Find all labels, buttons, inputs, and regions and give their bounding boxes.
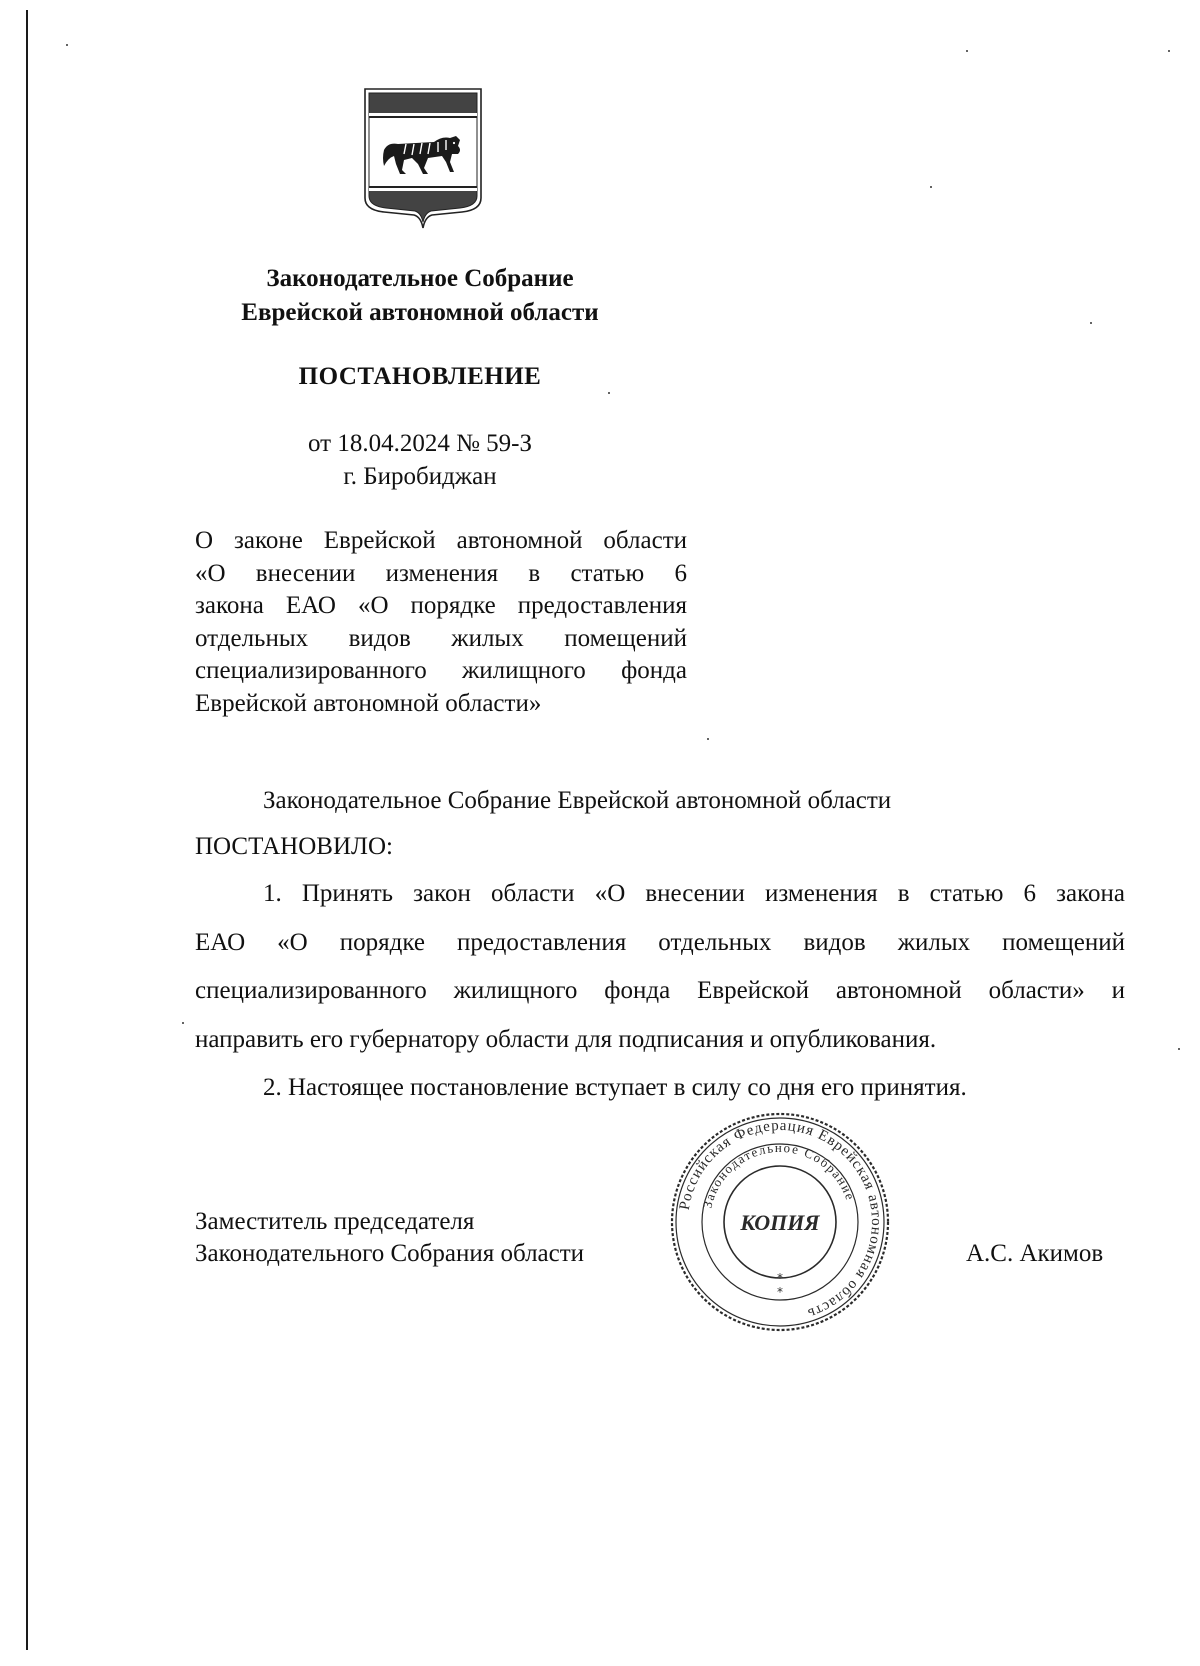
stamp-outer-ring-text: Российская Федерация Еврейская автономная область [676, 1117, 885, 1322]
document-type-heading: ПОСТАНОВЛЕНИЕ [298, 363, 542, 390]
signatory-name: А.С. Акимов [966, 1240, 1104, 1267]
stamp-inner-ring-text: Законодательное Собрание [699, 1139, 859, 1210]
resolution-body [195, 870, 1125, 1113]
scan-speck [66, 44, 68, 46]
subject-line: специализированного жилищного фонда [195, 657, 687, 684]
organization-title-line2: Еврейской автономной области [241, 299, 599, 326]
stamp-star-icon: * [777, 1285, 783, 1299]
scan-speck [966, 50, 968, 52]
scan-speck [1090, 322, 1092, 324]
scan-speck [1178, 1048, 1180, 1050]
coat-of-arms-icon [362, 86, 484, 230]
document-date-number: от 18.04.2024 № 59-З [307, 430, 533, 457]
subject-line: Еврейской автономной области» [195, 689, 542, 717]
subject-line: О законе Еврейской автономной области [195, 527, 687, 554]
document-subject [195, 525, 687, 720]
document-city: г. Биробиджан [343, 463, 497, 490]
item1-line: направить его губернатору области для подписания и опубликования. [195, 1025, 937, 1053]
scan-speck [182, 1022, 184, 1024]
organization-title-line1: Законодательное Собрание [266, 265, 574, 292]
organization-title [200, 262, 640, 330]
scan-speck [1168, 50, 1170, 52]
signatory-position [195, 1206, 584, 1270]
item1-line: ЕАО «О порядке предоставления отдельных видов жилых помещений [195, 928, 1125, 956]
item2-paragraph: 2. Настоящее постановление вступает в силу со дня его принятия. [263, 1074, 967, 1101]
scan-speck [707, 738, 709, 740]
signatory-position-line2: Законодательного Собрания области [195, 1240, 585, 1267]
item1-line: 1. Принять закон области «О внесении изменения в статью 6 закона [263, 880, 1125, 907]
stamp-star-icon: * [777, 1271, 783, 1285]
resolution-preamble [195, 778, 1125, 870]
scan-speck [930, 186, 932, 188]
subject-line: закона ЕАО «О порядке предоставления [195, 592, 687, 619]
signatory-position-line1: Заместитель председателя [195, 1208, 475, 1235]
subject-line: отдельных видов жилых помещений [195, 624, 687, 652]
document-date-block [200, 427, 640, 493]
scan-left-edge-line [26, 10, 28, 1650]
preamble-resolved: ПОСТАНОВИЛО: [195, 833, 393, 860]
official-stamp-icon [668, 1110, 892, 1334]
preamble-line: Законодательное Собрание Еврейской автономной области [263, 787, 892, 814]
subject-line: «О внесении изменения в статью 6 [195, 559, 687, 587]
item1-line: специализированного жилищного фонда Еврейской автономной области» и [195, 977, 1125, 1004]
stamp-center-text: КОПИЯ [740, 1210, 820, 1235]
